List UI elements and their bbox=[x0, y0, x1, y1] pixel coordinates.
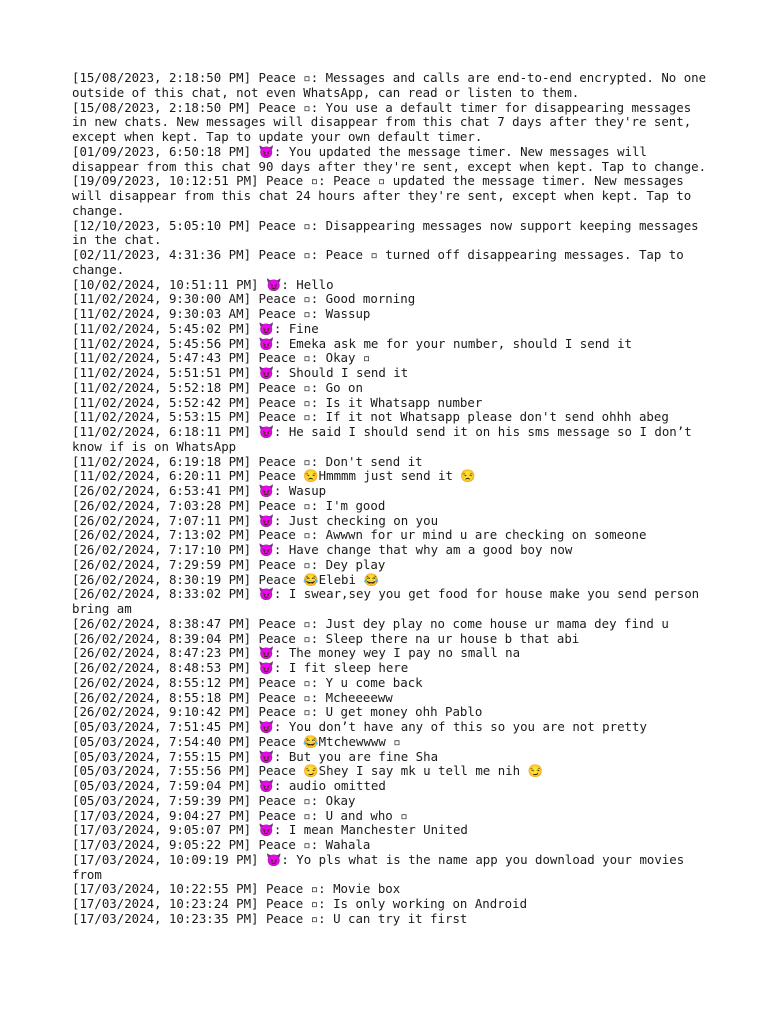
chat-line: [17/03/2024, 10:23:35 PM] Peace ▫: U can try it first bbox=[72, 910, 468, 926]
chat-line: [26/02/2024, 8:39:04 PM] Peace ▫: Sleep there na ur house b that abi bbox=[72, 630, 580, 646]
chat-line: [01/09/2023, 6:50:18 PM] 😈: You updated the message timer. New messages will disappear from this chat 90 days after they're sent, except when kept. Tap to change. bbox=[72, 143, 707, 174]
chat-line: [11/02/2024, 5:52:42 PM] Peace ▫: Is it Whatsapp number bbox=[72, 394, 483, 410]
chat-line: [11/02/2024, 5:53:15 PM] Peace ▫: If it not Whatsapp please don't send ohhh abeg bbox=[72, 409, 669, 425]
chat-line: [11/02/2024, 5:51:51 PM] 😈: Should I send it bbox=[72, 365, 409, 380]
chat-line: [17/03/2024, 9:04:27 PM] Peace ▫: U and who ▫ bbox=[72, 807, 408, 823]
chat-line: [26/02/2024, 8:48:53 PM] 😈: I fit sleep here bbox=[72, 660, 409, 675]
chat-export-log bbox=[72, 70, 714, 927]
chat-line: [26/02/2024, 6:53:41 PM] 😈: Wasup bbox=[72, 483, 327, 498]
chat-line: [11/02/2024, 9:30:03 AM] Peace ▫: Wassup bbox=[72, 306, 371, 321]
chat-line: [26/02/2024, 8:38:47 PM] Peace ▫: Just dey play no come house ur mama dey find u bbox=[72, 615, 669, 631]
chat-line: [11/02/2024, 5:45:56 PM] 😈: Emeka ask me for your number, should I send it bbox=[72, 335, 632, 351]
chat-line: [11/02/2024, 6:19:18 PM] Peace ▫: Don't send it bbox=[72, 453, 423, 469]
chat-line: [26/02/2024, 8:30:19 PM] Peace 😂Elebi 😂 bbox=[72, 571, 379, 587]
chat-line: [11/02/2024, 6:18:11 PM] 😈: He said I should send it on his sms message so I don’t know if is on WhatsApp bbox=[72, 424, 700, 454]
chat-line: [11/02/2024, 9:30:00 AM] Peace ▫: Good morning bbox=[72, 291, 416, 307]
chat-line: [05/03/2024, 7:59:04 PM] 😈: audio omitted bbox=[72, 778, 386, 793]
chat-line: [26/02/2024, 7:13:02 PM] Peace ▫: Awwwn for ur mind u are checking on someone bbox=[72, 527, 647, 543]
chat-line: [26/02/2024, 7:03:28 PM] Peace ▫: I'm good bbox=[72, 497, 386, 513]
chat-line: [26/02/2024, 8:55:18 PM] Peace ▫: Mcheeeeww bbox=[72, 689, 393, 705]
chat-line: [17/03/2024, 9:05:22 PM] Peace ▫: Wahala bbox=[72, 837, 371, 852]
chat-line: [11/02/2024, 5:52:18 PM] Peace ▫: Go on bbox=[72, 379, 363, 395]
chat-line: [05/03/2024, 7:55:15 PM] 😈: But you are fine Sha bbox=[72, 748, 439, 764]
chat-line: [02/11/2023, 4:31:36 PM] Peace ▫: Peace ▫ turned off disappearing messages. Tap to change. bbox=[72, 247, 692, 277]
chat-line: [26/02/2024, 8:55:12 PM] Peace ▫: Y u come back bbox=[72, 674, 423, 690]
chat-line: [11/02/2024, 5:45:02 PM] 😈: Fine bbox=[72, 320, 319, 336]
chat-line: [05/03/2024, 7:54:40 PM] Peace 😂Mtchewwww ▫ bbox=[72, 733, 401, 749]
chat-line: [15/08/2023, 2:18:50 PM] Peace ▫: Messages and calls are end-to-end encrypted. No one outside of this chat, not even WhatsApp, can read or listen to them. bbox=[72, 70, 714, 100]
chat-line: [11/02/2024, 5:47:43 PM] Peace ▫: Okay ▫ bbox=[72, 350, 371, 366]
chat-line: [26/02/2024, 7:29:59 PM] Peace ▫: Dey play bbox=[72, 556, 386, 572]
chat-line: [12/10/2023, 5:05:10 PM] Peace ▫: Disappearing messages now support keeping messages in the chat. bbox=[72, 217, 707, 248]
chat-line: [17/03/2024, 10:23:24 PM] Peace ▫: Is only working on Android bbox=[72, 896, 528, 911]
chat-line: [26/02/2024, 7:17:10 PM] 😈: Have change that why am a good boy now bbox=[72, 542, 573, 557]
chat-line: [15/08/2023, 2:18:50 PM] Peace ▫: You use a default timer for disappearing messages in new chats. New messages will disappear from this chat 7 days after they're sent, except when kept. Tap to update your own default timer. bbox=[72, 99, 699, 144]
chat-line: [26/02/2024, 8:47:23 PM] 😈: The money wey I pay no small na bbox=[72, 645, 521, 661]
chat-line: [19/09/2023, 10:12:51 PM] Peace ▫: Peace ▫ updated the message timer. New messages will disappear from this chat 24 hours after they're sent, except when kept. Tap to change. bbox=[72, 173, 699, 218]
chat-line: [26/02/2024, 9:10:42 PM] Peace ▫: U get money ohh Pablo bbox=[72, 704, 483, 720]
chat-line: [26/02/2024, 7:07:11 PM] 😈: Just checking on you bbox=[72, 512, 439, 528]
chat-line: [05/03/2024, 7:51:45 PM] 😈: You don’t have any of this so you are not pretty bbox=[72, 719, 647, 734]
chat-line: [05/03/2024, 7:55:56 PM] Peace 😏Shey I say mk u tell me nih 😏 bbox=[72, 763, 543, 779]
chat-line: [17/03/2024, 10:22:55 PM] Peace ▫: Movie box bbox=[72, 881, 401, 897]
chat-line: [05/03/2024, 7:59:39 PM] Peace ▫: Okay bbox=[72, 792, 356, 808]
chat-line: [26/02/2024, 8:33:02 PM] 😈: I swear,sey you get food for house make you send person bring am bbox=[72, 586, 707, 616]
chat-line: [17/03/2024, 9:05:07 PM] 😈: I mean Manchester United bbox=[72, 822, 468, 838]
chat-line: [11/02/2024, 6:20:11 PM] Peace 😒Hmmmm just send it 😒 bbox=[72, 468, 476, 484]
chat-line: [10/02/2024, 10:51:11 PM] 😈: Hello bbox=[72, 276, 334, 292]
chat-line: [17/03/2024, 10:09:19 PM] 😈: Yo pls what is the name app you download your movies from bbox=[72, 851, 692, 882]
